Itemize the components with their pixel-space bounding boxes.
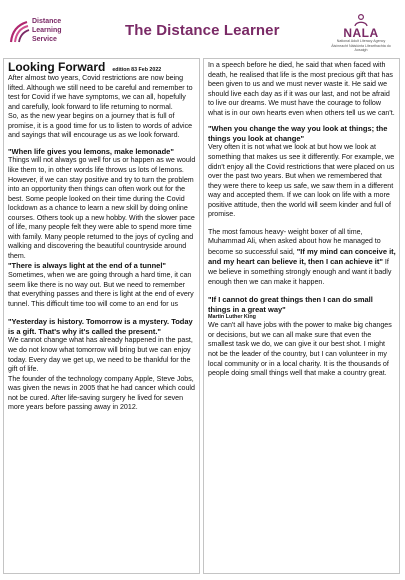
paragraph: The founder of the technology company Apple, Steve Jobs, was given the news in 2005 that he had cancer which could not be cured. After life-saving surgery he lived for seven more years before passing away in 2012. [8, 374, 195, 412]
dls-logo-line: Service [32, 36, 57, 43]
newsletter-title: The Distance Learner [125, 22, 280, 39]
paragraph: Very often it is not what we look at but how we look at something that makes us see it differently. For example, we didn't enjoy all the Covid restrictions that were placed on us over the past two years. But when we remembered that they were there to keep us safe, we saw them in a different way and accepted them. If we can look on life with a more positive attitude, then the world will seem kinder and full of promise. [208, 143, 395, 219]
dls-logo-text [32, 17, 62, 44]
dls-logo-line: Distance [32, 18, 62, 25]
dls-logo-line: Learning [32, 27, 62, 34]
article-heading-row [8, 61, 196, 74]
nala-subtitle-line: National Adult Literacy Agency [336, 39, 386, 43]
paragraph [208, 228, 396, 287]
dls-logo-swoosh-icon [8, 20, 30, 44]
article-heading: Looking Forward [8, 60, 106, 74]
section-heading: "Yesterday is history. Tomorrow is a mystery. Today is a gift. That's why it's called the present." [8, 317, 193, 336]
edition-label: edition 83 Feb 2022 [112, 67, 162, 73]
section-heading: "If I cannot do great things then I can do small things in a great way" [208, 295, 373, 314]
right-column [203, 58, 400, 574]
paragraph: We can't all have jobs with the power to make big changes or decisions, but we can all make sure that even the smallest task we do, we can give it our best shot. I might not be the leader of the country, but I can volunteer in my local community or in a local charity. It is the thousands of people doing small things well that make a country great. [208, 321, 392, 378]
nala-subtitle-line: Áisíneacht Náisiúnta Litearthachta do Aosaigh [331, 43, 391, 52]
left-column [3, 58, 200, 574]
spacer [208, 287, 396, 295]
nala-wordmark: NALA [343, 26, 379, 40]
section-heading: "There is always light at the end of a tunnel" [8, 261, 166, 271]
paragraph: We cannot change what has already happened in the past, we do not know what tomorrow will bring but we can enjoy today. Every day we get up, we need to be thankful for the gift of life. [8, 336, 193, 374]
section-heading: "When you change the way you look at things; the things you look at change" [208, 124, 388, 143]
nala-subtitle [325, 39, 397, 53]
ali-quote: "If my mind can conceive it, and my heart can believe it, then I can achieve it" [208, 246, 396, 267]
nala-logo [325, 14, 397, 54]
paragraph-text: The most famous heavy- weight boxer of all time, Muhammad Ali, when asked about how he managed to become so successful said, [208, 227, 381, 256]
section-heading: "When life gives you lemons, make lemonade" [8, 146, 174, 156]
spacer [208, 220, 396, 228]
spacer [8, 309, 196, 317]
paragraph: After almost two years, Covid restrictions are now being lifted. Although we still need to be careful and remember to test for Covid if we have symptoms, we can all, hopefully and carefully, look forward to life returning to normal. [8, 74, 193, 111]
paragraph: Things will not always go well for us or happen as we would like them to, in other words life throws us lots of lemons. However, if we can stay positive and try to turn the problem into an opportunity then things can often work out for the best. Some people looked on their time during the Covid lockdown as a chance to learn a new skill by doing online courses. Others took up a new hobby. With the slower pace of life, many people felt they were able to spend more time with family. Many people returned to the joys of cycling and walking and discovering the beautiful countryside around them. [8, 156, 196, 260]
paragraph: In a speech before he died, he said that when faced with death, he realised that life is the most precious gift that has been given to us and we must never waste it. He said we should live each day as if it was our last, and not be afraid to live our dreams. We must have the courage to follow what is in our own hearts even when others tell us we can't. [208, 61, 395, 117]
header [0, 0, 405, 60]
paragraph: So, as the new year begins on a journey that is full of promise, it is a good time for us to listen to words of advice and sayings that will encourage us as we look forward. [8, 112, 193, 140]
paragraph-text: If we believe in something strongly enough and want it badly enough then we can make it happen. [208, 258, 392, 286]
paragraph: Sometimes, when we are going through a hard time, it can seem like there is no way out. But we need to remember that everything passes and there is light at the end of every tunnel. This difficult time too will come to an end for us [8, 271, 194, 308]
quote-attribution: Martin Luther King [208, 314, 256, 321]
distance-learning-service-logo [8, 16, 88, 50]
